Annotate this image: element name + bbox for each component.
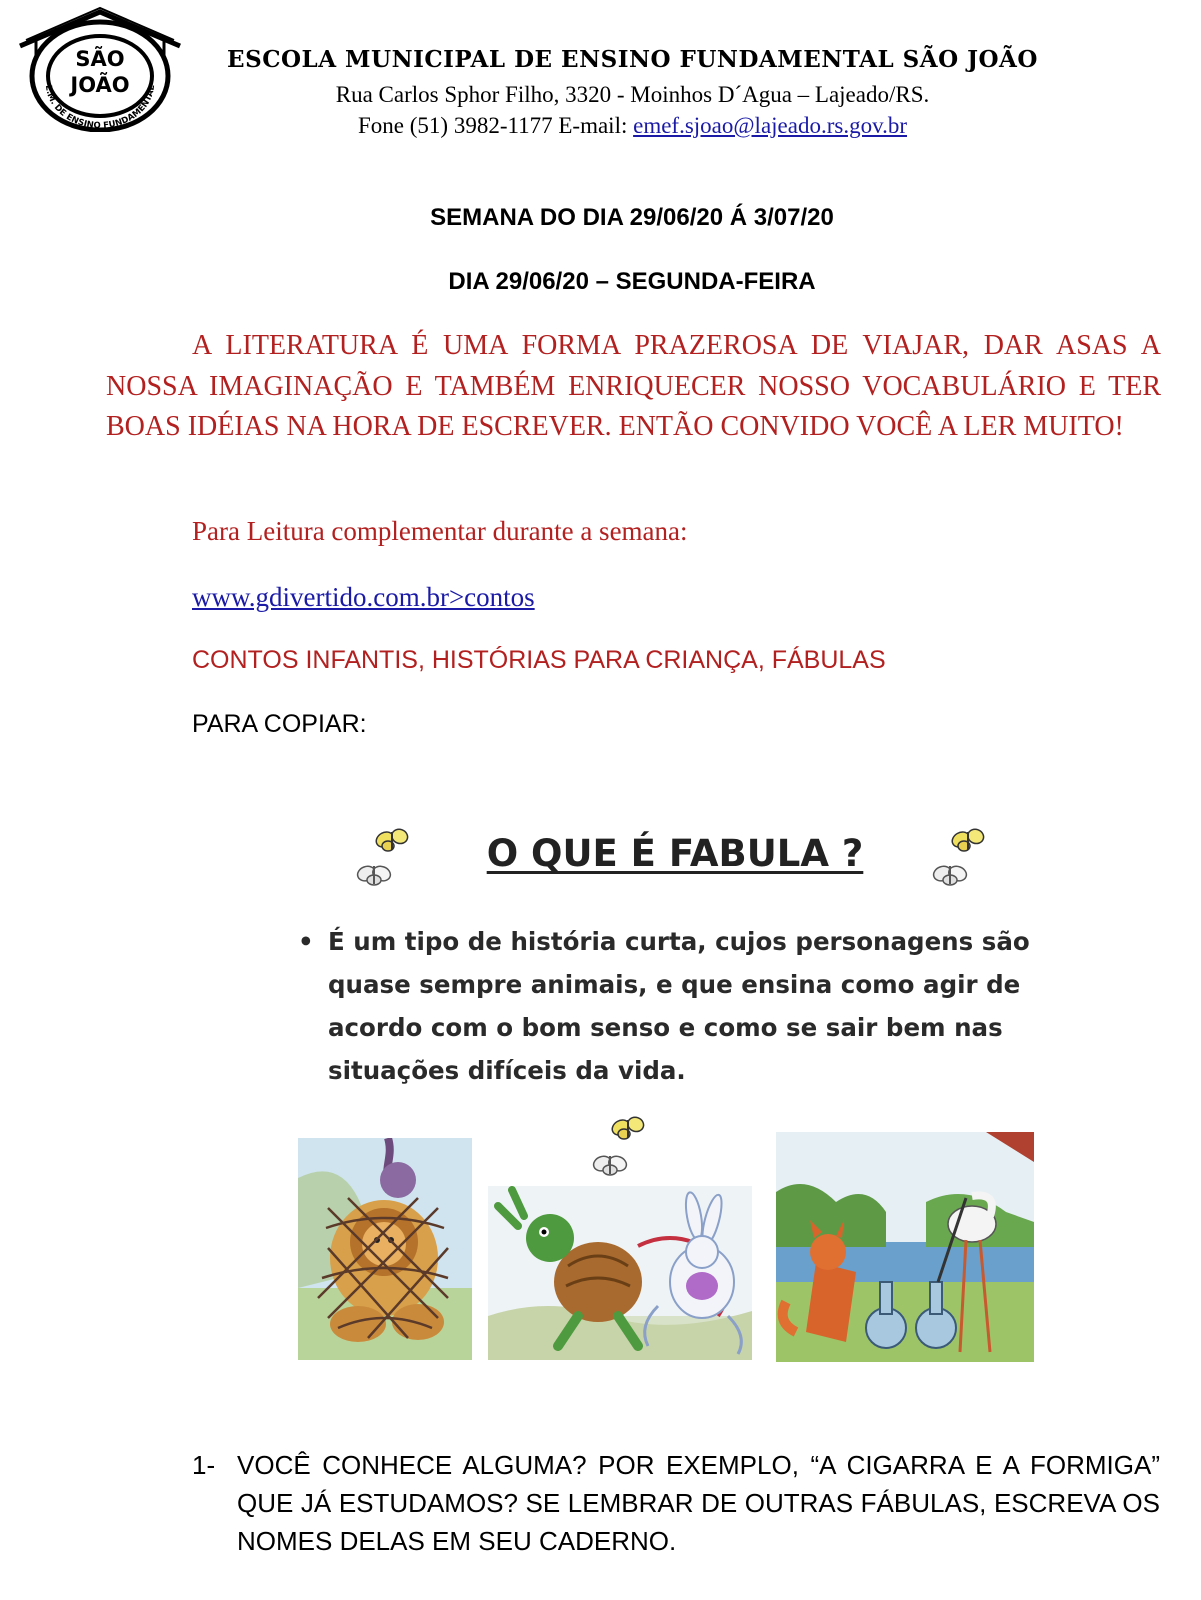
logo-ring-text: E.M. DE ENSINO FUNDAMENTAL	[42, 84, 158, 132]
tortoise-and-hare-illustration	[488, 1186, 752, 1360]
week-title: SEMANA DO DIA 29/06/20 Á 3/07/20	[430, 204, 834, 231]
intro-paragraph: A LITERATURA É UMA FORMA PRAZEROSA DE VIAJAR, DAR ASAS A NOSSA IMAGINAÇÃO E TAMBÉM ENRIQUECER NOSSO VOCABULÁRIO E TER BOAS IDÉIAS NA HORA DE ESCREVER. ENTÃO CONVIDO VOCÊ A LER MUITO!	[106, 330, 1161, 442]
logo-text-line1: SÃO	[75, 47, 125, 71]
butterflies-left-icon	[352, 822, 418, 892]
school-name: ESCOLA MUNICIPAL DE ENSINO FUNDAMENTAL SÃO JOÃO	[227, 46, 1038, 73]
reading-link[interactable]: www.gdivertido.com.br>contos	[192, 582, 535, 612]
bullet-icon: •	[298, 927, 314, 956]
contact-phone: Fone (51) 3982-1177 E-mail:	[358, 113, 634, 138]
school-contact	[190, 113, 1075, 139]
fable-definition-text: É um tipo de história curta, cujos personagens são quase sempre animais, e que ensina como agir de acordo com o bom senso e como se sair bem nas situações difíceis da vida.	[328, 927, 1030, 1085]
question-text: VOCÊ CONHECE ALGUMA? POR EXEMPLO, “A CIGARRA E A FORMIGA” QUE JÁ ESTUDAMOS? SE LEMBRAR DE OUTRAS FÁBULAS, ESCREVA OS NOMES DELAS EM SEU CADERNO.	[237, 1450, 1160, 1556]
complementary-reading: Para Leitura complementar durante a semana:	[192, 516, 688, 546]
day-title: DIA 29/06/20 – SEGUNDA-FEIRA	[448, 268, 816, 295]
reading-link-wrapper	[192, 582, 535, 613]
story-categories: CONTOS INFANTIS, HISTÓRIAS PARA CRIANÇA, FÁBULAS	[192, 646, 886, 674]
fox-and-stork-illustration	[776, 1132, 1034, 1362]
logo-text-line2: JOÃO	[70, 73, 130, 97]
question-number: 1-	[192, 1450, 216, 1480]
copy-label: PARA COPIAR:	[192, 710, 367, 738]
question-1	[192, 1446, 1160, 1560]
butterflies-center-icon	[588, 1110, 654, 1182]
email-link[interactable]: emef.sjoao@lajeado.rs.gov.br	[633, 113, 907, 138]
lion-and-mouse-illustration	[298, 1138, 472, 1360]
school-address: Rua Carlos Sphor Filho, 3320 - Moinhos D´Agua – Lajeado/RS.	[335, 82, 930, 107]
school-logo	[16, 6, 184, 132]
fable-title: O QUE É FABULA ?	[486, 832, 864, 875]
butterflies-right-icon	[928, 822, 994, 892]
fable-definition	[296, 920, 1048, 1092]
